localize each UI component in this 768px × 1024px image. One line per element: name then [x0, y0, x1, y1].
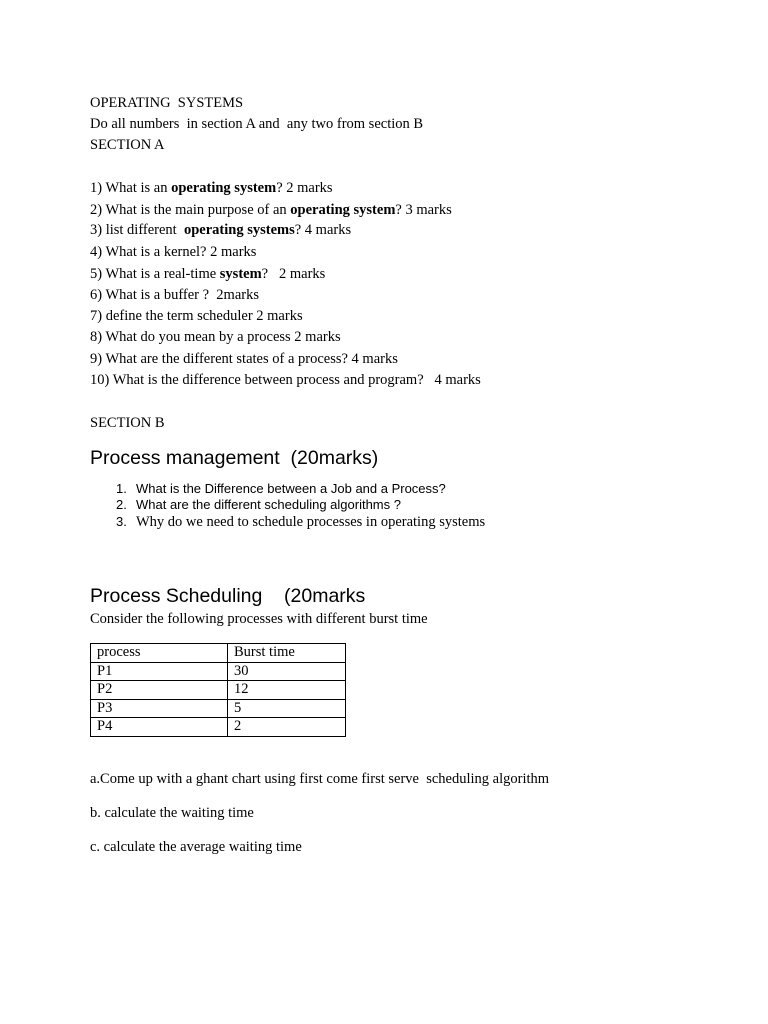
list-text: What are the different scheduling algorithms ?	[136, 497, 401, 512]
table-header-cell: Burst time	[228, 644, 346, 663]
question-8	[90, 328, 341, 346]
question-text: 2) What is the main purpose of an	[90, 202, 291, 218]
table-row	[91, 699, 346, 718]
table-cell: 12	[228, 681, 346, 700]
task-a: a.Come up with a ghant chart using first come first serve scheduling algorithm	[90, 771, 550, 787]
table-row	[91, 681, 346, 700]
question-2	[90, 201, 452, 219]
table-cell: P3	[91, 699, 228, 718]
list-number: 3.	[116, 514, 127, 529]
question-text: 9) What are the different states of a process? 4 marks	[90, 351, 398, 367]
list-text: What is the Difference between a Job and a Process?	[136, 481, 446, 496]
table-cell: 30	[228, 662, 346, 681]
question-marks: ? 2 marks	[276, 180, 333, 196]
list-item	[116, 481, 446, 497]
question-text: 4) What is a kernel? 2 marks	[90, 244, 257, 260]
question-4	[90, 243, 256, 261]
question-1	[90, 179, 333, 197]
question-marks: ? 4 marks	[294, 222, 352, 238]
question-keyword: operating system	[290, 202, 396, 218]
question-6	[90, 286, 259, 304]
section-b-label: SECTION B	[90, 415, 165, 431]
question-marks: ? 3 marks	[395, 202, 452, 218]
question-3	[90, 221, 351, 239]
question-text: 6) What is a buffer ? 2marks	[90, 287, 259, 303]
table-cell: 2	[228, 718, 346, 737]
exam-title: OPERATING SYSTEMS	[90, 95, 244, 111]
table-row	[91, 718, 346, 737]
question-7	[90, 307, 303, 325]
question-keyword: operating systems	[183, 222, 295, 238]
list-item	[116, 497, 401, 513]
table-cell: P2	[91, 681, 228, 700]
table-cell: 5	[228, 699, 346, 718]
scheduling-intro: Consider the following processes with different burst time	[90, 611, 428, 627]
exam-instructions: Do all numbers in section A and any two from section B	[90, 116, 424, 132]
burst-time-table	[90, 643, 346, 737]
list-number: 1.	[116, 481, 127, 496]
table-cell: P4	[91, 718, 228, 737]
process-scheduling-heading: Process Scheduling (20marks	[90, 585, 366, 607]
question-text: 10) What is the difference between process and program? 4 marks	[90, 372, 481, 388]
task-b: b. calculate the waiting time	[90, 805, 254, 821]
list-item	[116, 514, 485, 530]
table-header-row	[91, 644, 346, 663]
question-text: 5) What is a real-time	[90, 266, 220, 282]
question-keyword: system	[219, 266, 262, 282]
question-text: 3) list different	[90, 222, 184, 238]
question-marks: ? 2 marks	[261, 266, 326, 282]
question-keyword: operating system	[171, 180, 277, 196]
table-header-cell: process	[91, 644, 228, 663]
task-c: c. calculate the average waiting time	[90, 839, 302, 855]
list-number: 2.	[116, 497, 127, 512]
list-text: Why do we need to schedule processes in operating systems	[136, 514, 486, 530]
question-text: 1) What is an	[90, 180, 172, 196]
question-10	[90, 371, 481, 389]
question-5	[90, 265, 325, 283]
question-text: 8) What do you mean by a process 2 marks	[90, 329, 341, 345]
table-row	[91, 662, 346, 681]
section-a-label: SECTION A	[90, 137, 165, 153]
process-management-heading: Process management (20marks)	[90, 447, 379, 469]
question-9	[90, 350, 398, 368]
table-cell: P1	[91, 662, 228, 681]
question-text: 7) define the term scheduler 2 marks	[90, 308, 303, 324]
